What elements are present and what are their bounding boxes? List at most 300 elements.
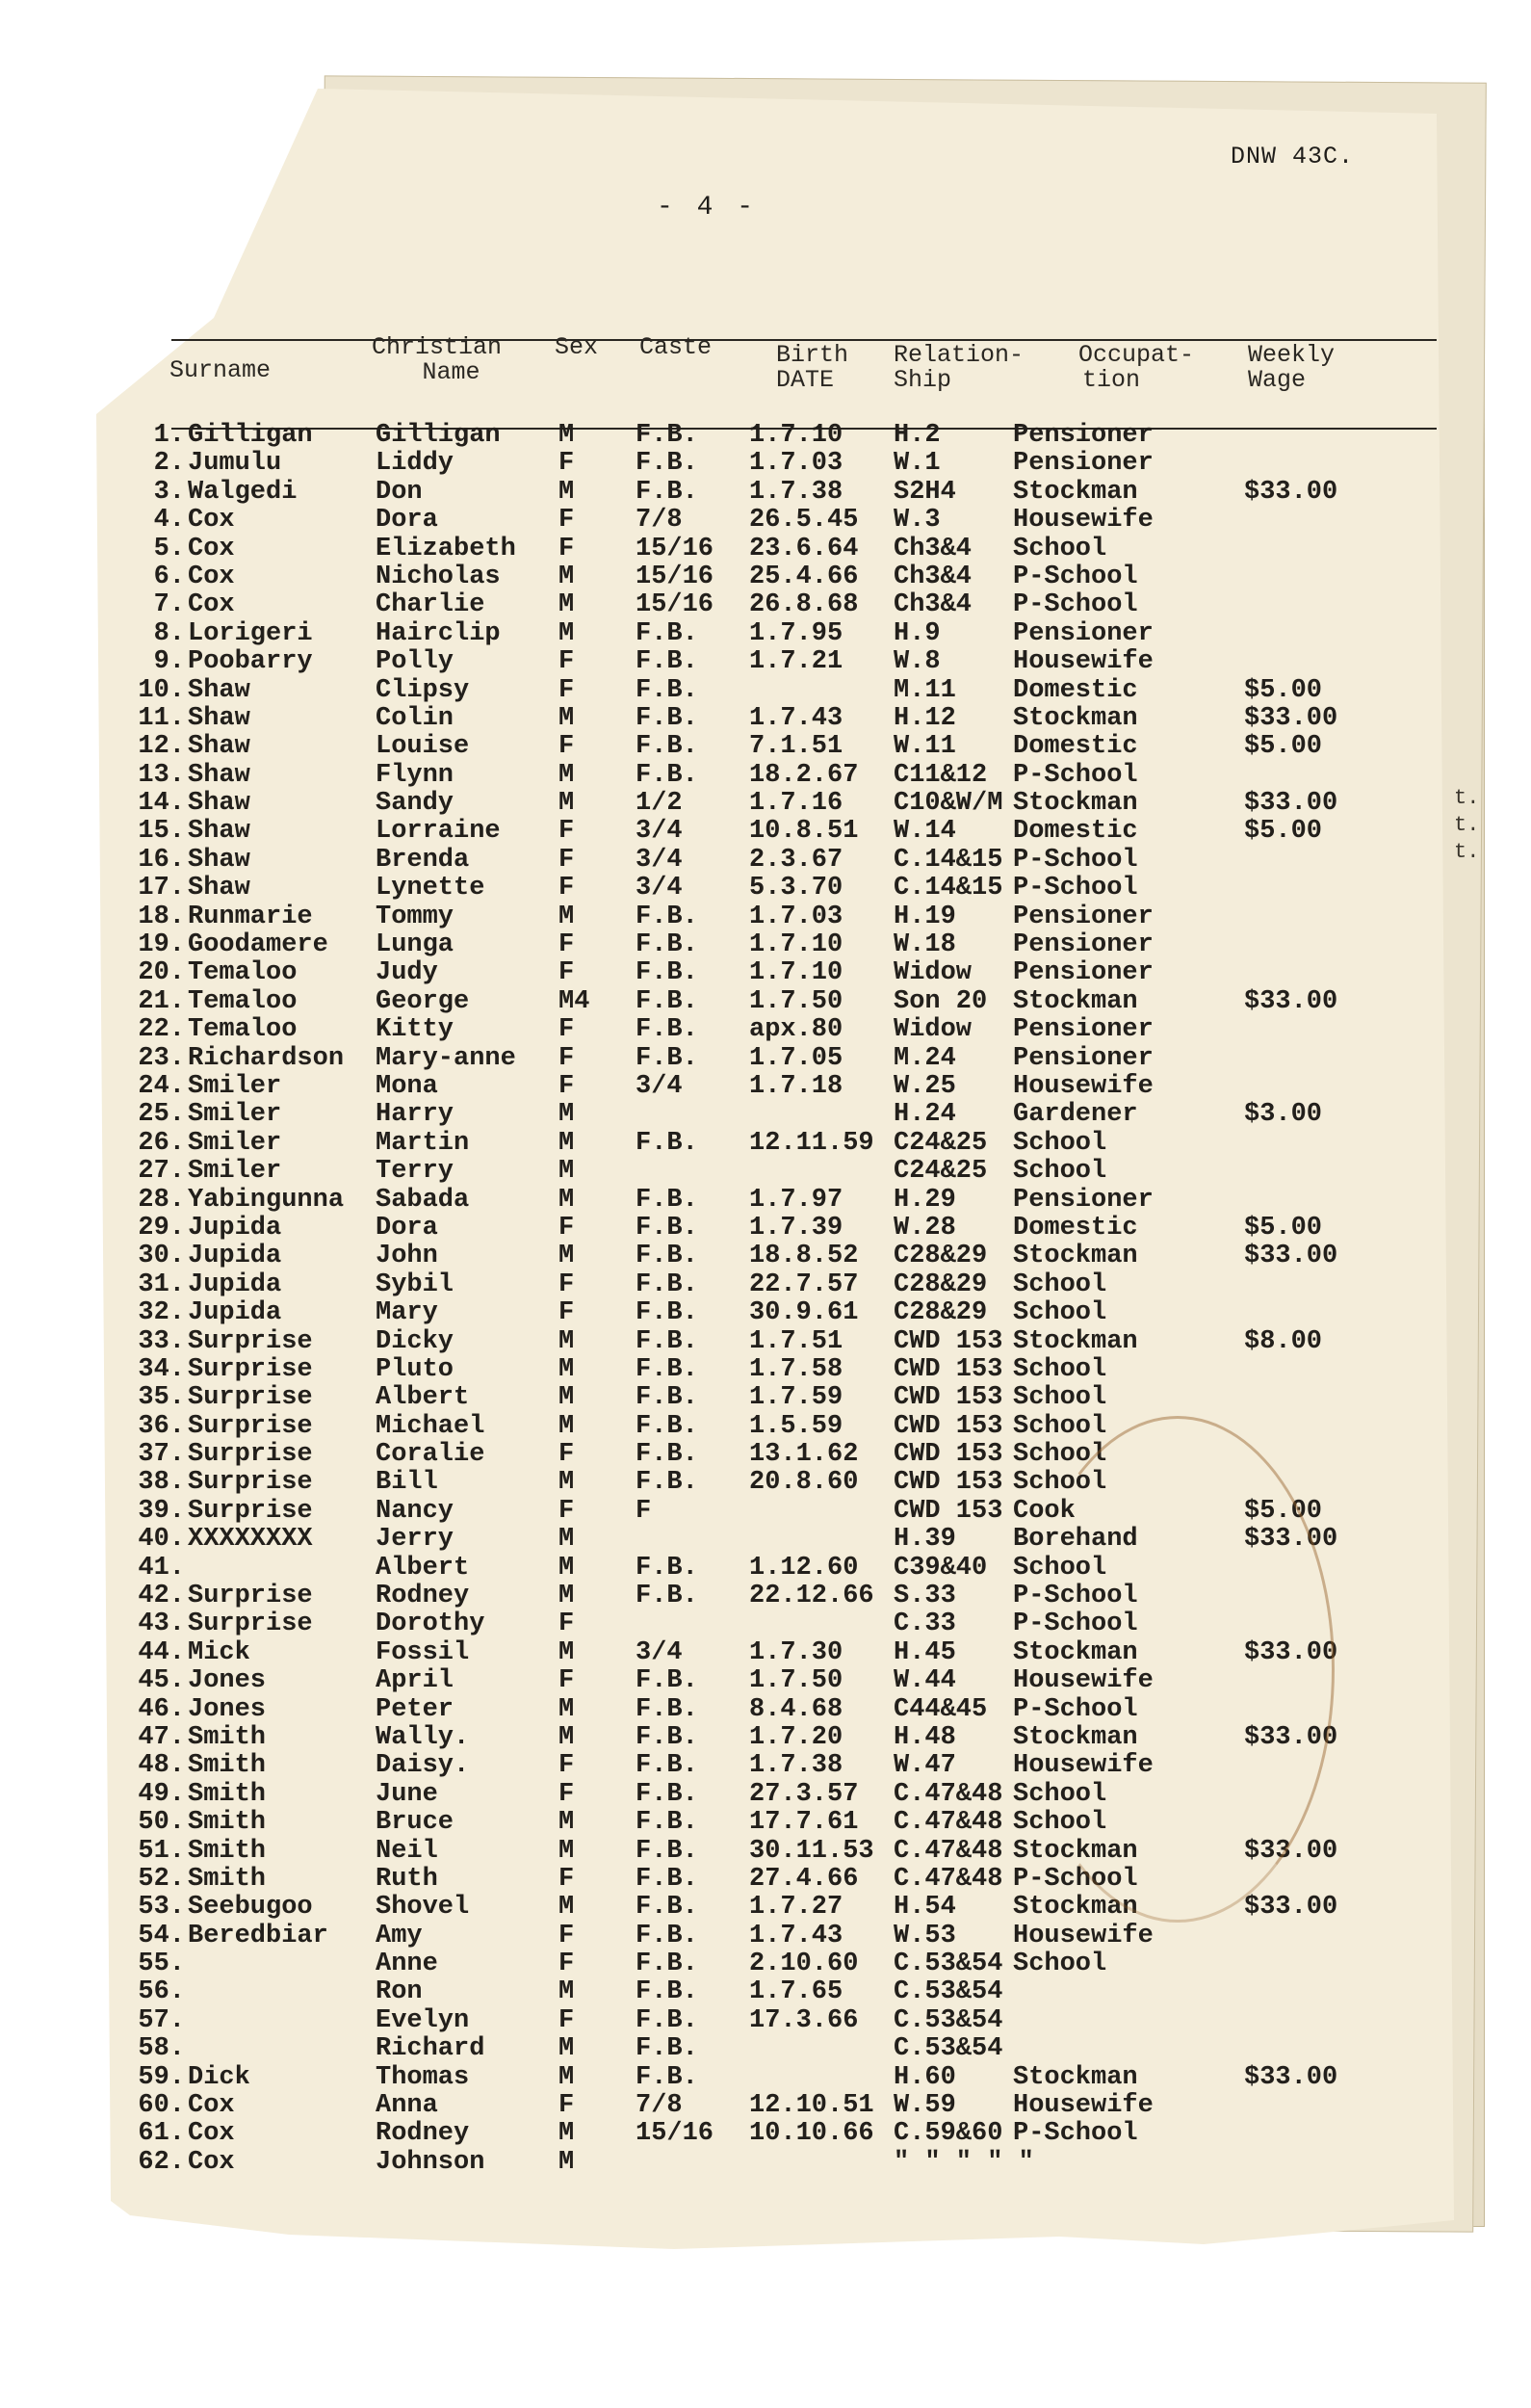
occupation-cell: Housewife: [1013, 647, 1154, 677]
sex-cell: F: [558, 874, 575, 903]
christian-name-cell: Elizabeth: [376, 534, 516, 563]
header-weekly-wage: Weekly Wage: [1248, 341, 1336, 394]
birth-date-cell: apx.80: [749, 1015, 843, 1045]
occupation-cell: Stockman: [1013, 789, 1138, 819]
row-number: 62.: [138, 2147, 185, 2177]
sex-cell: M: [558, 477, 575, 507]
birth-date-cell: 27.4.66: [749, 1864, 859, 1894]
row-number: 13.: [138, 760, 185, 790]
birth-date-cell: 1.7.10: [749, 930, 843, 960]
occupation-cell: Gardener: [1013, 1100, 1138, 1130]
birth-date-cell: 1.7.59: [749, 1383, 843, 1413]
table-row: [0, 677, 1531, 705]
surname-cell: Surprise: [188, 1354, 313, 1384]
surname-cell: Surprise: [188, 1468, 313, 1498]
relationship-cell: CWD 153: [894, 1354, 1003, 1384]
table-row: [0, 1101, 1531, 1129]
row-number: 14.: [138, 789, 185, 819]
relationship-cell: H.29: [894, 1185, 956, 1215]
surname-cell: Smiler: [188, 1100, 282, 1130]
occupation-cell: School: [1013, 1411, 1107, 1441]
birth-date-cell: 27.3.57: [749, 1779, 859, 1809]
surname-cell: Cox: [188, 562, 235, 591]
table-row: [0, 620, 1531, 648]
occupation-cell: Pensioner: [1013, 1015, 1154, 1045]
weekly-wage-cell: $33.00: [1244, 1242, 1338, 1271]
occupation-cell: P-School: [1013, 845, 1138, 875]
sex-cell: F: [558, 647, 575, 677]
christian-name-cell: Albert: [376, 1383, 470, 1413]
occupation-cell: Stockman: [1013, 986, 1138, 1016]
occupation-cell: Domestic: [1013, 732, 1138, 762]
relationship-cell: C.14&15: [894, 845, 1003, 875]
christian-name-cell: Daisy.: [376, 1751, 470, 1781]
christian-name-cell: April: [376, 1666, 454, 1696]
sex-cell: M: [558, 1242, 575, 1271]
caste-cell: F.B.: [636, 1836, 698, 1866]
caste-cell: F.B.: [636, 1185, 698, 1215]
sex-cell: M: [558, 1977, 575, 2007]
surname-cell: Dick: [188, 2062, 250, 2092]
weekly-wage-cell: $33.00: [1244, 2062, 1338, 2092]
sex-cell: M: [558, 2062, 575, 2092]
relationship-cell: H.2: [894, 421, 941, 450]
relationship-cell: CWD 153: [894, 1496, 1003, 1526]
table-row: [0, 2007, 1531, 2035]
row-number: 47.: [138, 1722, 185, 1752]
table-row: [0, 762, 1531, 790]
weekly-wage-cell: $33.00: [1244, 986, 1338, 1016]
occupation-cell: Housewife: [1013, 1071, 1154, 1101]
table-row: [0, 790, 1531, 818]
caste-cell: F.B.: [636, 1213, 698, 1243]
caste-cell: F.B.: [636, 1694, 698, 1724]
sex-cell: F: [558, 1779, 575, 1809]
sex-cell: F: [558, 675, 575, 705]
page-number: - 4 -: [657, 193, 758, 222]
occupation-cell: School: [1013, 1269, 1107, 1299]
surname-cell: Cox: [188, 590, 235, 620]
row-number: 41.: [138, 1553, 185, 1583]
christian-name-cell: Sandy: [376, 789, 454, 819]
surname-cell: Temaloo: [188, 958, 298, 988]
occupation-cell: Housewife: [1013, 1921, 1154, 1950]
christian-name-cell: Brenda: [376, 845, 470, 875]
table-row: [0, 2064, 1531, 2092]
occupation-cell: Domestic: [1013, 817, 1138, 847]
relationship-cell: C44&45: [894, 1694, 988, 1724]
row-number: 5.: [153, 534, 185, 563]
caste-cell: F: [636, 1496, 652, 1526]
table-row: [0, 1950, 1531, 1978]
surname-cell: Poobarry: [188, 647, 313, 677]
sex-cell: F: [558, 1864, 575, 1894]
birth-date-cell: 1.7.27: [749, 1893, 843, 1923]
surname-cell: Surprise: [188, 1610, 313, 1639]
sex-cell: F: [558, 1666, 575, 1696]
relationship-cell: C24&25: [894, 1157, 988, 1187]
surname-cell: Shaw: [188, 760, 250, 790]
header-relationship: Relation- Ship: [894, 341, 1025, 394]
row-number: 42.: [138, 1582, 185, 1611]
surname-cell: Smith: [188, 1808, 267, 1838]
sex-cell: M: [558, 1553, 575, 1583]
birth-date-cell: 1.7.10: [749, 421, 843, 450]
birth-date-cell: 30.9.61: [749, 1298, 859, 1328]
christian-name-cell: Lynette: [376, 874, 485, 903]
table-row: [0, 1894, 1531, 1922]
christian-name-cell: Don: [376, 477, 423, 507]
relationship-cell: Ch3&4: [894, 534, 973, 563]
row-number: 27.: [138, 1157, 185, 1187]
caste-cell: F.B.: [636, 1440, 698, 1470]
caste-cell: F.B.: [636, 1015, 698, 1045]
christian-name-cell: Harry: [376, 1100, 454, 1130]
birth-date-cell: 1.5.59: [749, 1411, 843, 1441]
occupation-cell: Stockman: [1013, 1893, 1138, 1923]
occupation-cell: School: [1013, 1157, 1107, 1187]
weekly-wage-cell: $5.00: [1244, 1496, 1323, 1526]
table-row: [0, 507, 1531, 535]
row-number: 12.: [138, 732, 185, 762]
caste-cell: F.B.: [636, 1779, 698, 1809]
row-number: 58.: [138, 2034, 185, 2064]
header-occupation: Occupat- tion: [1078, 341, 1195, 394]
christian-name-cell: Sybil: [376, 1269, 454, 1299]
christian-name-cell: Flynn: [376, 760, 454, 790]
sex-cell: M: [558, 1582, 575, 1611]
surname-cell: Shaw: [188, 703, 250, 733]
caste-cell: F.B.: [636, 1921, 698, 1950]
christian-name-cell: Polly: [376, 647, 454, 677]
sex-cell: M: [558, 1128, 575, 1158]
birth-date-cell: 26.8.68: [749, 590, 859, 620]
occupation-cell: Stockman: [1013, 1836, 1138, 1866]
sex-cell: M: [558, 421, 575, 450]
caste-cell: F.B.: [636, 1298, 698, 1328]
relationship-cell: W.28: [894, 1213, 956, 1243]
relationship-cell: H.24: [894, 1100, 956, 1130]
christian-name-cell: Richard: [376, 2034, 485, 2064]
sex-cell: F: [558, 506, 575, 536]
christian-name-cell: Judy: [376, 958, 438, 988]
occupation-cell: Pensioner: [1013, 618, 1154, 648]
birth-date-cell: 8.4.68: [749, 1694, 843, 1724]
sex-cell: F: [558, 930, 575, 960]
weekly-wage-cell: $33.00: [1244, 477, 1338, 507]
sex-cell: M: [558, 1157, 575, 1187]
table-row: [0, 591, 1531, 619]
christian-name-cell: Louise: [376, 732, 470, 762]
occupation-cell: School: [1013, 534, 1107, 563]
table-row: [0, 1978, 1531, 2006]
surname-cell: Surprise: [188, 1383, 313, 1413]
birth-date-cell: 12.10.51: [749, 2091, 874, 2121]
sex-cell: F: [558, 1298, 575, 1328]
row-number: 22.: [138, 1015, 185, 1045]
table-row: [0, 1469, 1531, 1497]
birth-date-cell: 1.7.38: [749, 477, 843, 507]
table-row: [0, 2120, 1531, 2148]
birth-date-cell: 17.3.66: [749, 2005, 859, 2035]
caste-cell: F.B.: [636, 1977, 698, 2007]
christian-name-cell: Ron: [376, 1977, 423, 2007]
birth-date-cell: 18.2.67: [749, 760, 859, 790]
caste-cell: F.B.: [636, 1864, 698, 1894]
occupation-cell: Stockman: [1013, 1722, 1138, 1752]
christian-name-cell: June: [376, 1779, 438, 1809]
surname-cell: Jones: [188, 1666, 267, 1696]
sex-cell: M: [558, 618, 575, 648]
document-reference: DNW 43C.: [1231, 143, 1355, 170]
caste-cell: F.B.: [636, 760, 698, 790]
christian-name-cell: Nicholas: [376, 562, 501, 591]
sex-cell: M4: [558, 986, 590, 1016]
christian-name-cell: Clipsy: [376, 675, 470, 705]
occupation-cell: Housewife: [1013, 1666, 1154, 1696]
table-row: [0, 1158, 1531, 1186]
occupation-cell: Stockman: [1013, 703, 1138, 733]
table-row: [0, 988, 1531, 1016]
birth-date-cell: 1.7.43: [749, 1921, 843, 1950]
relationship-cell: H.12: [894, 703, 956, 733]
relationship-cell: S2H4: [894, 477, 956, 507]
row-number: 33.: [138, 1326, 185, 1356]
christian-name-cell: Ruth: [376, 1864, 438, 1894]
caste-cell: 15/16: [636, 562, 714, 591]
birth-date-cell: 1.7.20: [749, 1722, 843, 1752]
table-row: [0, 959, 1531, 987]
birth-date-cell: 13.1.62: [749, 1440, 859, 1470]
surname-cell: Smith: [188, 1751, 267, 1781]
table-row: [0, 1187, 1531, 1215]
relationship-cell: H.19: [894, 902, 956, 931]
sex-cell: F: [558, 1015, 575, 1045]
surname-cell: Smiler: [188, 1128, 282, 1158]
surname-cell: Temaloo: [188, 1015, 298, 1045]
table-row: [0, 450, 1531, 478]
row-number: 1.: [153, 421, 185, 450]
occupation-cell: P-School: [1013, 1694, 1138, 1724]
christian-name-cell: Martin: [376, 1128, 470, 1158]
birth-date-cell: 26.5.45: [749, 506, 859, 536]
surname-cell: Shaw: [188, 874, 250, 903]
sex-cell: M: [558, 703, 575, 733]
caste-cell: 7/8: [636, 506, 683, 536]
caste-cell: F.B.: [636, 1242, 698, 1271]
caste-cell: F.B.: [636, 477, 698, 507]
table-row: [0, 1838, 1531, 1866]
row-number: 51.: [138, 1836, 185, 1866]
occupation-cell: Pensioner: [1013, 958, 1154, 988]
row-number: 17.: [138, 874, 185, 903]
row-number: 34.: [138, 1354, 185, 1384]
surname-cell: Smith: [188, 1864, 267, 1894]
relationship-cell: C.14&15: [894, 874, 1003, 903]
relationship-cell: C.59&60: [894, 2119, 1003, 2149]
weekly-wage-cell: $33.00: [1244, 1722, 1338, 1752]
occupation-cell: Pensioner: [1013, 902, 1154, 931]
row-number: 54.: [138, 1921, 185, 1950]
christian-name-cell: Mary-anne: [376, 1043, 516, 1073]
occupation-cell: School: [1013, 1468, 1107, 1498]
christian-name-cell: Lunga: [376, 930, 454, 960]
surname-cell: Beredbiar: [188, 1921, 328, 1950]
weekly-wage-cell: $5.00: [1244, 732, 1323, 762]
occupation-cell: School: [1013, 1553, 1107, 1583]
weekly-wage-cell: $33.00: [1244, 703, 1338, 733]
surname-cell: Shaw: [188, 732, 250, 762]
surname-cell: Lorigeri: [188, 618, 313, 648]
christian-name-cell: Pluto: [376, 1354, 454, 1384]
birth-date-cell: 1.7.95: [749, 618, 843, 648]
row-number: 16.: [138, 845, 185, 875]
surname-cell: Jones: [188, 1694, 267, 1724]
surname-cell: Jupida: [188, 1269, 282, 1299]
relationship-cell: C24&25: [894, 1128, 988, 1158]
relationship-cell: C39&40: [894, 1553, 988, 1583]
header-christian-name: Christian Name: [372, 333, 503, 386]
christian-name-cell: Liddy: [376, 449, 454, 479]
occupation-cell: Cook: [1013, 1496, 1076, 1526]
row-number: 45.: [138, 1666, 185, 1696]
table-row: [0, 705, 1531, 733]
row-number: 29.: [138, 1213, 185, 1243]
occupation-cell: P-School: [1013, 874, 1138, 903]
occupation-cell: Pensioner: [1013, 930, 1154, 960]
caste-cell: F.B.: [636, 2005, 698, 2035]
census-table-body: [0, 422, 1531, 2177]
surname-cell: Shaw: [188, 789, 250, 819]
sex-cell: M: [558, 2147, 575, 2177]
christian-name-cell: Lorraine: [376, 817, 501, 847]
table-row: [0, 422, 1531, 450]
row-number: 23.: [138, 1043, 185, 1073]
row-number: 38.: [138, 1468, 185, 1498]
caste-cell: F.B.: [636, 2062, 698, 2092]
occupation-cell: Borehand: [1013, 1525, 1138, 1555]
relationship-cell: CWD 153: [894, 1326, 1003, 1356]
table-row: [0, 1328, 1531, 1356]
sex-cell: M: [558, 590, 575, 620]
sex-cell: M: [558, 1525, 575, 1555]
sex-cell: F: [558, 817, 575, 847]
row-number: 31.: [138, 1269, 185, 1299]
caste-cell: 3/4: [636, 1637, 683, 1667]
christian-name-cell: Coralie: [376, 1440, 485, 1470]
occupation-cell: P-School: [1013, 2119, 1138, 2149]
row-number: 36.: [138, 1411, 185, 1441]
birth-date-cell: 1.7.18: [749, 1071, 843, 1101]
surname-cell: Surprise: [188, 1326, 313, 1356]
birth-date-cell: 1.7.39: [749, 1213, 843, 1243]
relationship-cell: H.45: [894, 1637, 956, 1667]
birth-date-cell: 2.3.67: [749, 845, 843, 875]
birth-date-cell: 1.7.05: [749, 1043, 843, 1073]
relationship-cell: Ch3&4: [894, 590, 973, 620]
weekly-wage-cell: $33.00: [1244, 789, 1338, 819]
coffee-stain: [1021, 1416, 1338, 1923]
birth-date-cell: 23.6.64: [749, 534, 859, 563]
relationship-cell: C.53&54: [894, 2034, 1003, 2064]
row-number: 32.: [138, 1298, 185, 1328]
caste-cell: F.B.: [636, 1043, 698, 1073]
sex-cell: M: [558, 1893, 575, 1923]
occupation-cell: P-School: [1013, 1610, 1138, 1639]
christian-name-cell: Peter: [376, 1694, 454, 1724]
table-row: [0, 1923, 1531, 1950]
row-number: 40.: [138, 1525, 185, 1555]
caste-cell: F.B.: [636, 930, 698, 960]
weekly-wage-cell: $3.00: [1244, 1100, 1323, 1130]
row-number: 61.: [138, 2119, 185, 2149]
birth-date-cell: 1.7.30: [749, 1637, 843, 1667]
occupation-cell: Stockman: [1013, 1637, 1138, 1667]
caste-cell: F.B.: [636, 1468, 698, 1498]
sex-cell: M: [558, 902, 575, 931]
birth-date-cell: 1.7.03: [749, 449, 843, 479]
caste-cell: F.B.: [636, 1553, 698, 1583]
surname-cell: Surprise: [188, 1582, 313, 1611]
sex-cell: F: [558, 1440, 575, 1470]
row-number: 7.: [153, 590, 185, 620]
surname-cell: Runmarie: [188, 902, 313, 931]
occupation-cell: Pensioner: [1013, 1043, 1154, 1073]
surname-cell: Yabingunna: [188, 1185, 345, 1215]
caste-cell: F.B.: [636, 675, 698, 705]
caste-cell: F.B.: [636, 1128, 698, 1158]
row-number: 2.: [153, 449, 185, 479]
surname-cell: Seebugoo: [188, 1893, 313, 1923]
surname-cell: Cox: [188, 534, 235, 563]
birth-date-cell: 30.11.53: [749, 1836, 874, 1866]
christian-name-cell: Gilligan: [376, 421, 501, 450]
occupation-cell: School: [1013, 1298, 1107, 1328]
christian-name-cell: Albert: [376, 1553, 470, 1583]
surname-cell: Cox: [188, 506, 235, 536]
surname-cell: Jumulu: [188, 449, 282, 479]
caste-cell: F.B.: [636, 1354, 698, 1384]
birth-date-cell: 1.12.60: [749, 1553, 859, 1583]
sex-cell: F: [558, 1213, 575, 1243]
weekly-wage-cell: $33.00: [1244, 1637, 1338, 1667]
sex-cell: M: [558, 1637, 575, 1667]
relationship-cell: W.25: [894, 1071, 956, 1101]
christian-name-cell: Johnson: [376, 2147, 485, 2177]
sex-cell: F: [558, 958, 575, 988]
sex-cell: F: [558, 2005, 575, 2035]
birth-date-cell: 22.12.66: [749, 1582, 874, 1611]
header-sex: Sex: [555, 333, 599, 361]
table-row: [0, 1441, 1531, 1469]
row-number: 60.: [138, 2091, 185, 2121]
relationship-cell: M.24: [894, 1043, 956, 1073]
relationship-cell: C.53&54: [894, 2005, 1003, 2035]
birth-date-cell: 10.8.51: [749, 817, 859, 847]
sex-cell: M: [558, 1411, 575, 1441]
table-row: [0, 903, 1531, 931]
caste-cell: F.B.: [636, 732, 698, 762]
christian-name-cell: Jerry: [376, 1525, 454, 1555]
header-caste: Caste: [639, 333, 713, 361]
sex-cell: F: [558, 732, 575, 762]
sex-cell: M: [558, 562, 575, 591]
row-number: 19.: [138, 930, 185, 960]
occupation-cell: Pensioner: [1013, 421, 1154, 450]
relationship-cell: M.11: [894, 675, 956, 705]
caste-cell: 3/4: [636, 1071, 683, 1101]
surname-cell: Walgedi: [188, 477, 298, 507]
